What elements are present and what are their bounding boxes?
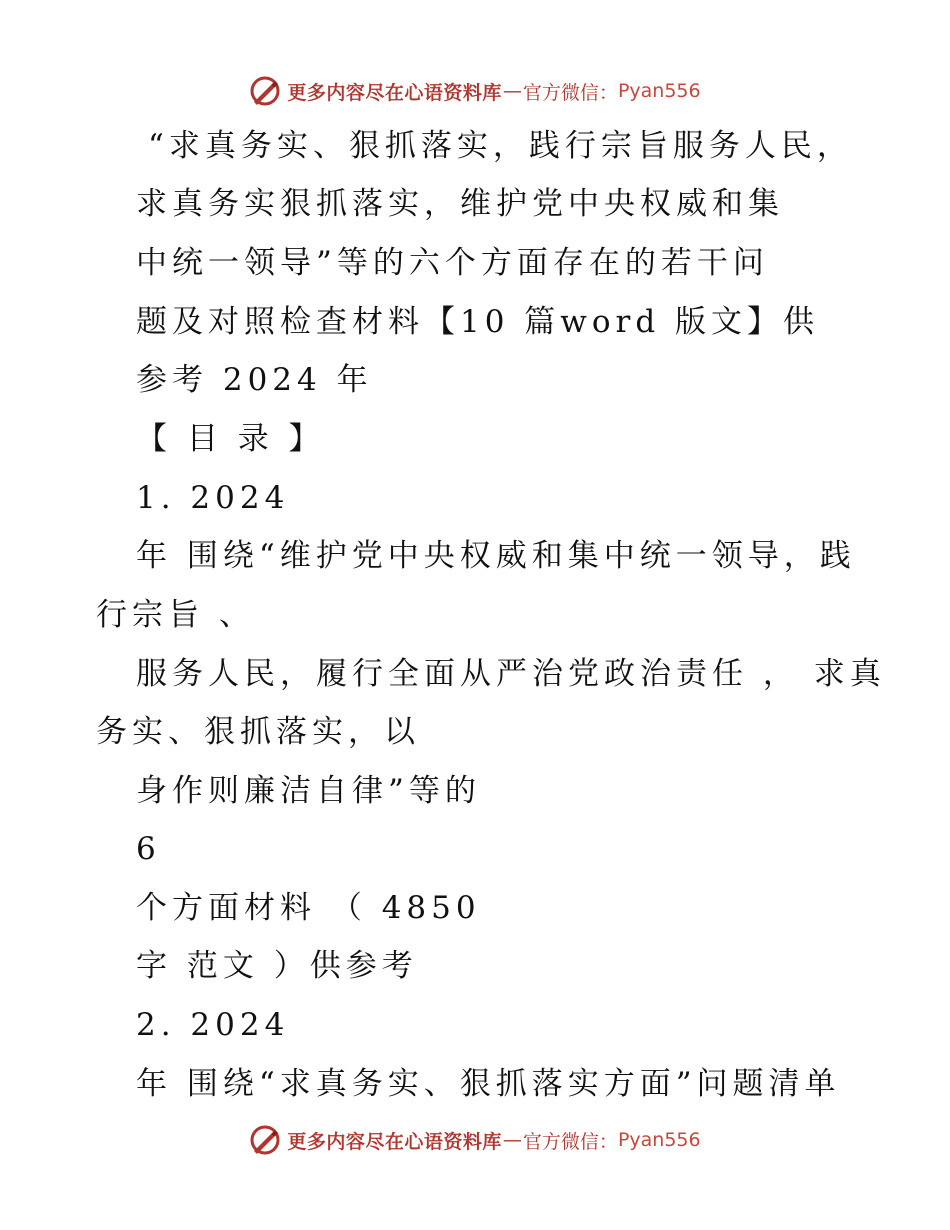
- toc-item-1-line-8: 字 范文 ）供参考: [136, 948, 418, 984]
- doc-line-title-3: 中统一领导”等的六个方面存在的若干问: [136, 245, 769, 281]
- toc-item-2-line-1: 年 围绕“求真务实、狠抓落实方面”问题清单: [136, 1066, 841, 1102]
- banner-wechat-id: Pyan556: [617, 1129, 701, 1151]
- toc-item-1-line-5: 身作则廉洁自律”等的: [136, 773, 481, 809]
- toc-heading: 【 目 录 】: [136, 421, 325, 457]
- doc-line-title-2: 求真务实狠抓落实，维护党中央权威和集: [136, 186, 784, 222]
- toc-item-1-line-4: 务实、狠抓落实，以: [96, 714, 420, 750]
- banner-wechat-label: 官方微信：: [522, 81, 618, 104]
- toc-item-1-line-6: 6: [136, 831, 161, 867]
- doc-line-title-1: “求真务实、狠抓落实，践行宗旨服务人民，: [148, 128, 853, 164]
- banner-wechat-label: 官方微信：: [522, 1130, 618, 1153]
- header-watermark-banner: [0, 71, 950, 111]
- pen-logo-icon: [249, 75, 281, 107]
- toc-item-1-line-3: 服务人民，履行全面从严治党政治责任 ， 求真: [136, 656, 886, 692]
- toc-item-1-line-7: 个方面材料 （ 4850: [136, 890, 481, 926]
- pen-logo-icon: [249, 1124, 281, 1156]
- toc-item-1-line-1: 年 围绕“维护党中央权威和集中统一领导，践: [136, 538, 856, 574]
- banner-slogan: 更多内容尽在心语资料库: [287, 81, 502, 104]
- toc-item-1-number: 1. 2024: [136, 480, 290, 516]
- banner-wechat-id: Pyan556: [617, 80, 701, 102]
- toc-item-2-number: 2. 2024: [136, 1007, 290, 1043]
- banner-dash: —: [502, 80, 522, 102]
- footer-watermark-banner: [0, 1120, 950, 1160]
- toc-item-1-line-2: 行宗旨 、: [96, 597, 255, 633]
- banner-slogan: 更多内容尽在心语资料库: [287, 1130, 502, 1153]
- doc-line-title-5: 参考 2024 年: [136, 362, 373, 398]
- banner-dash: —: [502, 1129, 522, 1151]
- doc-line-title-4: 题及对照检查材料【10 篇word 版文】供: [136, 304, 820, 340]
